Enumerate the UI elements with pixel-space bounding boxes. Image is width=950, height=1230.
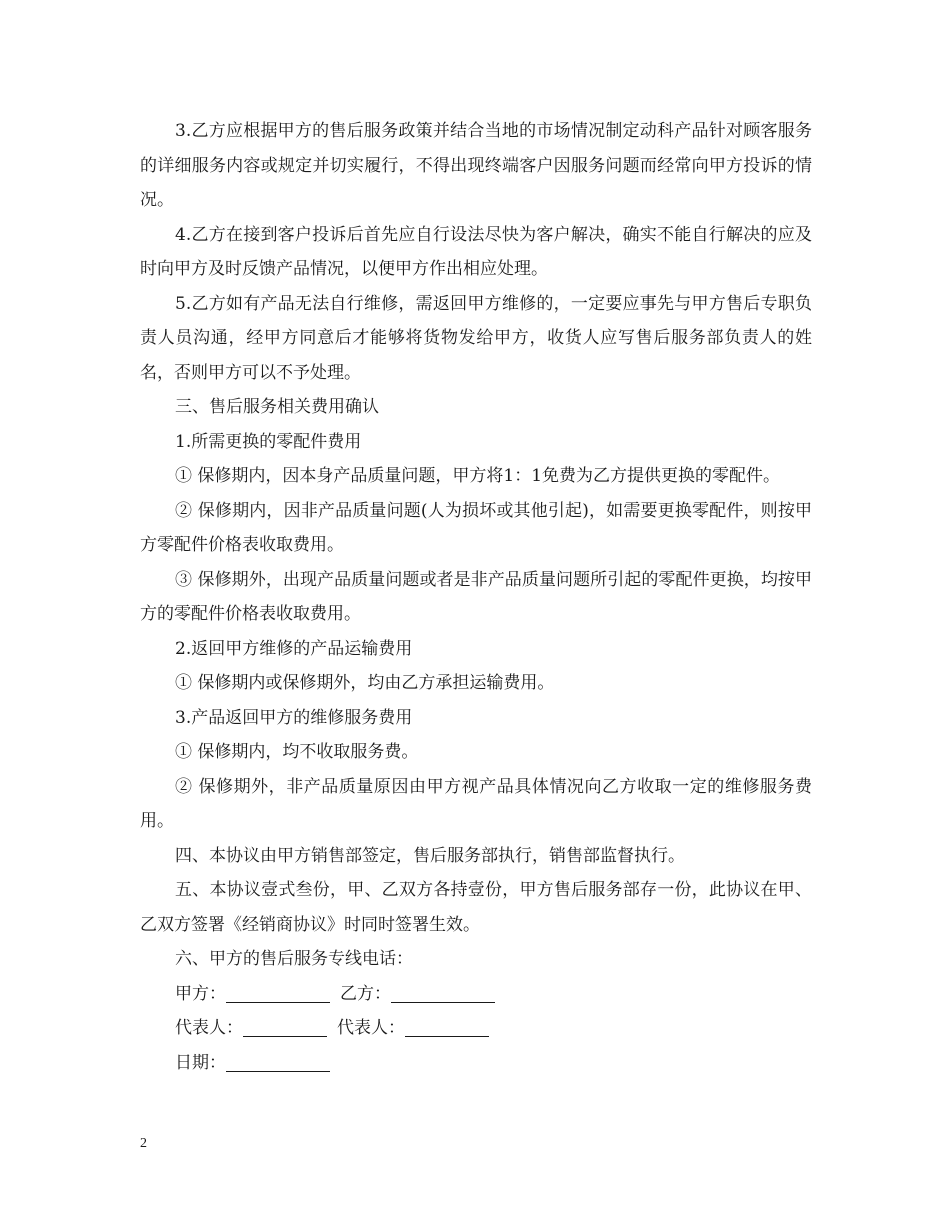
document-body [140, 114, 812, 1080]
item-1-3-paragraph: ③ 保修期外，出现产品质量问题或者是非产品质量问题所引起的零配件更换，均按甲方的零配件价格表收取费用。 [140, 569, 812, 624]
rep-b-label: 代表人： [337, 1018, 405, 1038]
date-blank [226, 1051, 330, 1072]
party-a-label: 甲方： [175, 983, 226, 1004]
subsection-2-heading: 2.返回甲方维修的产品运输费用 [175, 638, 413, 659]
subsection-1-heading: 1.所需更换的零配件费用 [175, 431, 362, 452]
date-signature-row [140, 1046, 812, 1081]
section-4-paragraph: 四、本协议由甲方销售部签定，售后服务部执行，销售部监督执行。 [175, 845, 685, 866]
rep-a-label: 代表人： [175, 1018, 243, 1038]
item-1-2-paragraph: ② 保修期内，因非产品质量问题(人为损坏或其他引起)，如需要更换零配件，则按甲方零配件价格表收取费用。 [140, 500, 812, 555]
party-signature-row [140, 977, 812, 1012]
section-5-paragraph: 五、本协议壹式叁份，甲、乙双方各持壹份，甲方售后服务部存一份，此协议在甲、乙双方签署《经销商协议》时同时签署生效。 [140, 880, 812, 935]
page-number: 2 [140, 1136, 147, 1151]
party-a-blank [226, 982, 330, 1003]
party-b-label: 乙方： [340, 983, 391, 1004]
subsection-3-heading: 3.产品返回甲方的维修服务费用 [175, 707, 413, 728]
section-6-paragraph: 六、甲方的售后服务专线电话： [175, 949, 413, 969]
clause-5-paragraph: 5.乙方如有产品无法自行维修，需返回甲方维修的，一定要应事先与甲方售后专职负责人员沟通，经甲方同意后才能够将货物发给甲方，收货人应写售后服务部负责人的姓名，否则甲方可以不予处理。 [140, 293, 812, 383]
item-3-2-paragraph: ② 保修期外，非产品质量原因由甲方视产品具体情况向乙方收取一定的维修服务费用。 [140, 776, 812, 831]
clause-4-paragraph: 4.乙方在接到客户投诉后首先应自行设法尽快为客户解决，确实不能自行解决的应及时向甲方及时反馈产品情况，以便甲方作出相应处理。 [140, 224, 812, 279]
section-3-heading: 三、售后服务相关费用确认 [175, 397, 379, 417]
clause-3-paragraph: 3.乙方应根据甲方的售后服务政策并结合当地的市场情况制定动科产品针对顾客服务的详细服务内容或规定并切实履行，不得出现终端客户因服务问题而经常向甲方投诉的情况。 [140, 121, 812, 210]
rep-a-blank [243, 1016, 327, 1037]
representative-signature-row [140, 1011, 812, 1046]
party-b-blank [391, 982, 495, 1003]
item-1-1-paragraph: ① 保修期内，因本身产品质量问题，甲方将1：1免费为乙方提供更换的零配件。 [175, 466, 781, 486]
item-2-1-paragraph: ① 保修期内或保修期外，均由乙方承担运输费用。 [175, 673, 555, 693]
date-label: 日期： [175, 1052, 226, 1073]
rep-b-blank [405, 1016, 489, 1037]
item-3-1-paragraph: ① 保修期内，均不收取服务费。 [175, 742, 419, 762]
